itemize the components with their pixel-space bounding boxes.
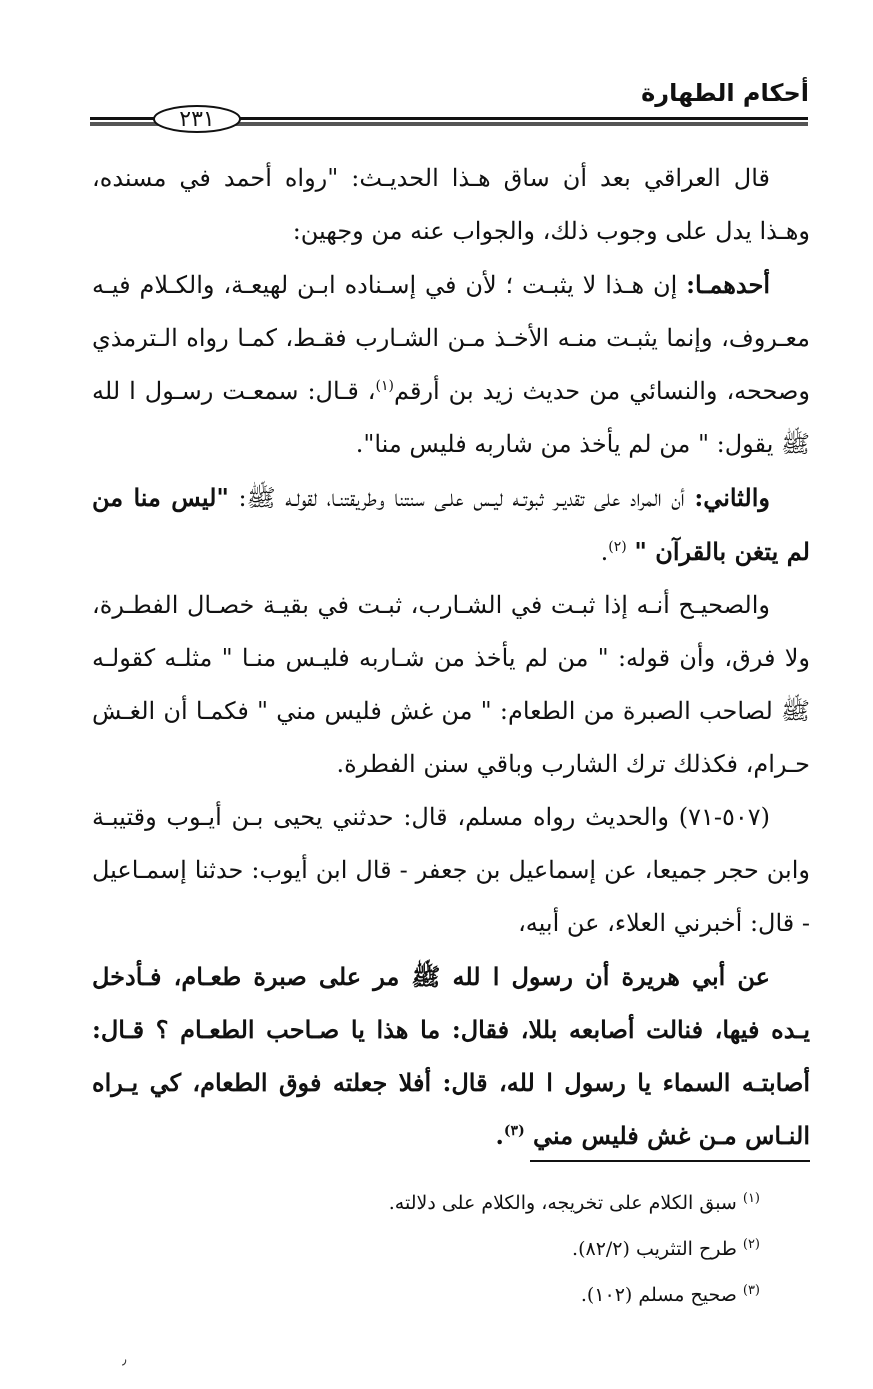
footnote-marker[interactable]: (١) xyxy=(375,378,394,394)
paragraph-text: والصحيـح أنـه إذا ثبـت في الشـارب، ثبـت في بقيـة خصـال الفطـرة، ولا فرق، وأن قوله: " من لم يأخذ من شـاربه فليـس منـا " مثلـه كقولـه ﷺ لصاحب الصبرة من الطعام: " من غش فليس مني " فكمـا أن الغـش حـرام، فكذلك ترك الشارب وباقي سنن الفطرة. xyxy=(92,591,811,778)
paragraph-lead: أحدهمـا: xyxy=(686,270,770,299)
footnote-text: طرح التثريب (٨٢/٢). xyxy=(572,1238,737,1260)
footnote-text: سبق الكلام على تخريجه، والكلام على دلالته. xyxy=(388,1192,737,1214)
paragraph-lead: والثاني: xyxy=(694,483,770,512)
running-head-title: أحكام الطهارة xyxy=(641,79,809,107)
paragraph xyxy=(92,471,810,579)
footnotes xyxy=(92,1180,760,1318)
footnote-item xyxy=(92,1226,760,1272)
paragraph xyxy=(92,791,810,950)
hadith-body: عن أبي هريرة أن رسول ا لله ﷺ مر على صبرة طعـام، فـأدخل يـده فيها، فنالت أصابعه بللا، فقال: ما هذا يا صـاحب الطعـام ؟ قـال: أصابتـه السماء يا رسول ا لله، قال: أفلا جعلته فوق الطعام، كي يـراه النـاس مـن غش فليس مني xyxy=(92,962,810,1150)
hadith-text xyxy=(92,950,810,1162)
paragraph-text: قال العراقي بعد أن ساق هـذا الحديـث: "رواه أحمد في مسنده، وهـذا يدل على وجوب ذلك، والجواب عنه من وجهين: xyxy=(92,164,810,245)
footnote-text: صحيح مسلم (١٠٢). xyxy=(580,1284,737,1306)
page-number: ٢٣١ xyxy=(179,107,215,132)
paragraph-text: أن المراد على تقديـر ثبوتـه ليـس علـى سنتنا وطريقتنـا، لقولـه ﷺ: xyxy=(228,484,695,512)
footnote-item xyxy=(92,1180,760,1226)
footnote-number: (٢) xyxy=(742,1236,760,1252)
paragraph xyxy=(92,152,810,258)
footnote-marker[interactable]: (٣) xyxy=(503,1123,525,1139)
paragraph-tail: ، قـال: سمعـت رسـول ا لله ﷺ يقول: " من لم يأخذ من شاربه فليس منا". xyxy=(92,377,810,458)
footnote-item xyxy=(92,1272,760,1318)
paragraph xyxy=(92,258,810,471)
footnote-separator xyxy=(530,1160,810,1162)
quoted-hadith: "ليس منا من لم يتغن بالقرآن " xyxy=(92,483,810,566)
paragraph xyxy=(92,579,810,791)
stray-mark: ٫ xyxy=(122,1352,127,1368)
footnote-marker[interactable]: (٢) xyxy=(608,539,627,555)
paragraph-text: إن هـذا لا يثبـت ؛ لأن في إسـناده ابـن لهيعـة، والكـلام فيـه معـروف، وإنما يثبـت منـه الأخـذ مـن الشـارب فقـط، كمـا رواه الـترمذي وصححه، والنسائي من حديث زيد بن أرقم xyxy=(92,271,811,405)
main-text xyxy=(92,152,810,1162)
footnote-number: (٣) xyxy=(742,1282,760,1298)
paragraph-text: (٥٠٧-٧١) والحديث رواه مسلم، قال: حدثني يحيى بـن أيـوب وقتيبـة وابن حجر جميعا، عن إسماعيل بن جعفر - قال ابن أيوب: حدثنا إسمـاعيل - قال: أخبرني العلاء، عن أبيه، xyxy=(92,803,810,937)
paragraph-tail: . xyxy=(600,538,609,566)
footnote-number: (١) xyxy=(742,1190,760,1206)
hadith-tail: . xyxy=(495,1121,504,1150)
